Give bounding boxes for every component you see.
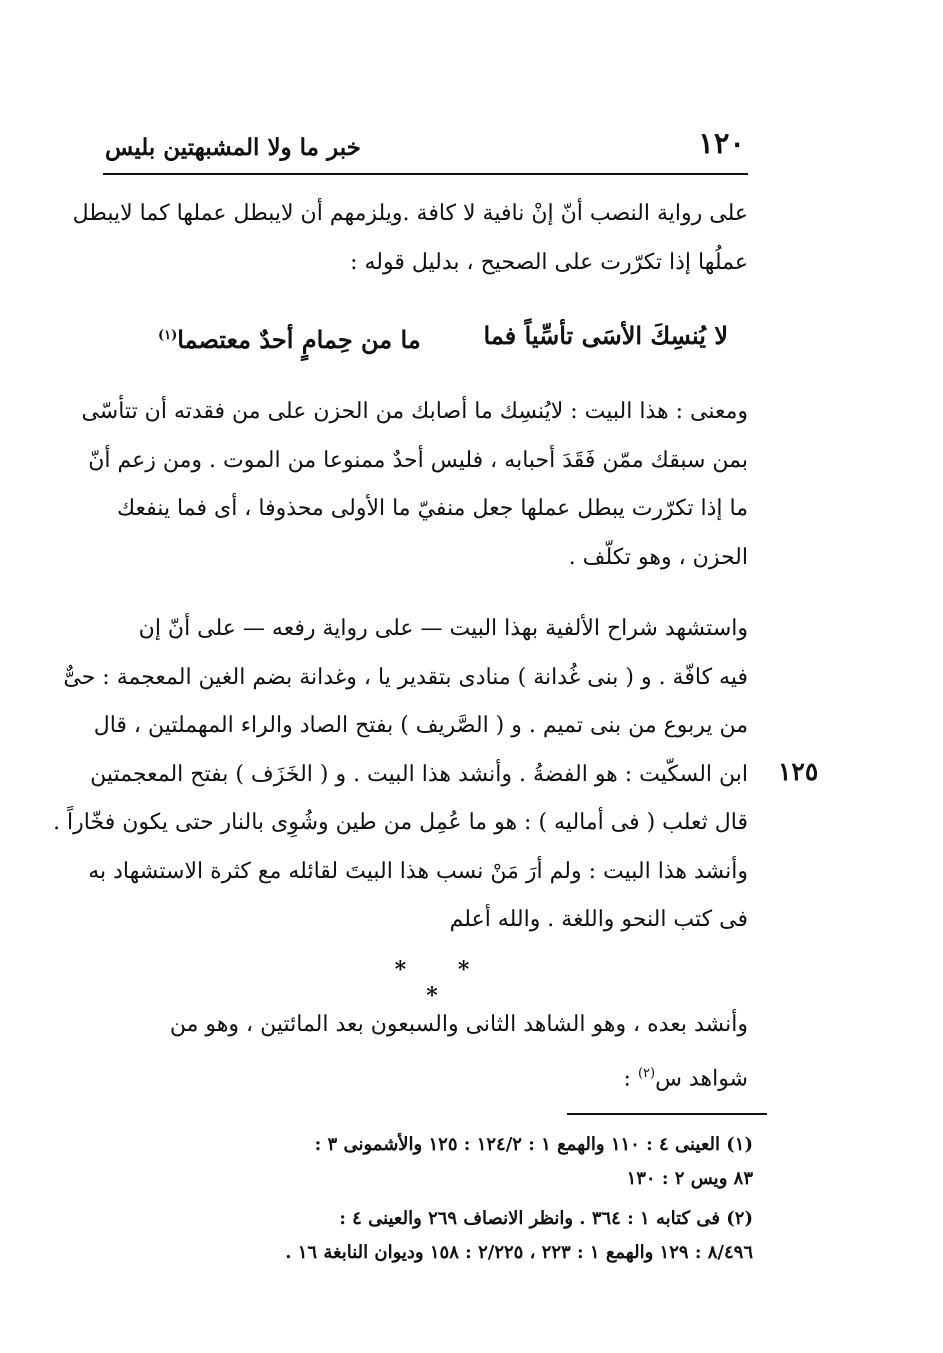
text-line: شواهد س [655,1065,748,1091]
verse-hemistich-1: لا يُنسِكَ الأسَى تأسِّياً فما [483,321,728,350]
footnotes [133,1128,753,1276]
footnote-rule [567,1113,767,1115]
text-line: عملُها إذا تكرّرت على الصحيح ، بدليل قوله : [350,249,748,275]
text-line: بمن سبقك ممّن فَقَدَ أحبابه ، فليس أحدٌ ممنوعا من الموت . ومن زعم أنّ [88,447,748,473]
verse-hemistich-2-text: ما من حِمامٍ أحدٌ معتصما [177,325,421,354]
text-line: ما إذا تكرّرت يبطل عملها جعل منفيّ ما الأولى محذوفا ، أى فما ينفعك [117,496,748,521]
text-line-with-ref [128,1050,748,1104]
text-line-tail: : [623,1065,638,1091]
text-line: واستشهد شراح الألفية بهذا البيت — على رواية رفعه — على أنّ إن [138,616,748,641]
text-line: ومعنى : هذا البيت : لايُنسِك ما أصابك من الحزن على من فقدته أن تتأسّى [81,399,748,424]
text-line: وأنشد بعده ، وهو الشاهد الثانى والسبعون بعد المائتين ، وهو من [169,1012,748,1037]
text-line: الحزن ، وهو تكلّف . [568,544,748,570]
paragraph-2 [81,388,748,582]
verse-hemistich-2 [158,316,421,360]
paragraph-4 [128,1001,748,1103]
text-line: قال ثعلب ( فى أماليه ) : هو ما عُمِل من طين وشُوِى بالنار حتى يكون فخّاراً . [53,810,748,835]
margin-line-number: ١٢٥ [778,757,819,786]
footnote-line: ٨٣ ويس ٢ : ١٣٠ [626,1168,753,1189]
footnote-line: (١) العينى ٤ : ١١٠ والهمع ١ : ١٢٤/٢ : ١٢٥ والأشمونى ٣ : [314,1134,753,1155]
paragraph-1 [72,190,748,287]
page-number: ١٢٠ [698,126,745,160]
footnote-line: (٢) فى كتابه ١ : ٣٦٤ . وانظر الانصاف ٢٦٩ والعينى ٤ : [339,1208,753,1229]
text-line: وأنشد هذا البيت : ولم أرَ مَنْ نسب هذا البيتَ لقائله مع كثرة الاستشهاد به [88,858,748,884]
text-line: فى كتب النحو واللغة . والله أعلم [449,907,748,932]
footnote-1 [133,1128,753,1196]
text-line: على رواية النصب أنّ إنْ نافية لا كافة .ويلزمهم أن لايبطل عملها كما لايبطل [72,201,748,226]
text-line: ابن السكّيت : هو الفضةُ . وأنشد هذا البيت . و ( الخَزَف ) بفتح المعجمتين [90,761,748,787]
footnote-line: ٨/٤٩٦ : ١٢٩ والهمع ١ : ٢٢٣ ، ٢/٢٢٥ : ١٥٨ وديوان النابغة ١٦ . [285,1242,753,1263]
section-separator: * * * [394,957,492,1009]
footnote-ref-2: (٢) [637,1065,656,1081]
footnote-2 [133,1202,753,1270]
page-header [100,126,745,166]
running-title: خبر ما ولا المشبهتين بليس [105,134,361,161]
header-rule [103,173,748,175]
text-line: من يربوع من بنى تميم . و ( الصَّريف ) بفتح الصاد والراء المهملتين ، قال [93,713,748,738]
footnote-ref-1: (١) [158,328,178,343]
text-line: فيه كافّة . و ( بنى غُدانة ) منادى بتقدير يا ، وغدانة بضم الغين المعجمة : حىٌّ [63,664,748,690]
paragraph-3 [53,605,748,945]
